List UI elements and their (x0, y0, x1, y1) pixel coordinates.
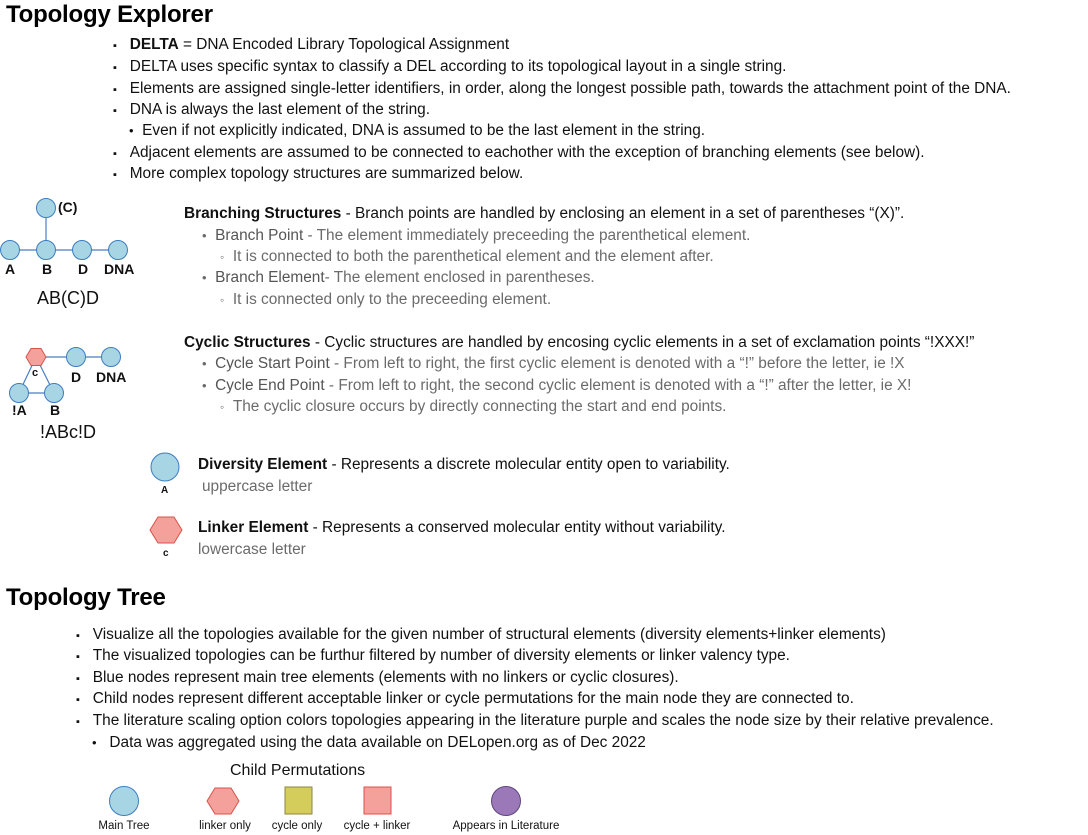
diversity-line: Diversity Element - Represents a discrete molecular entity open to variability. (198, 456, 730, 473)
tree-bullet-2: ▪ The visualized topologies can be furthur filtered by number of diversity elements or linker valency type. (76, 647, 790, 664)
linker-line: Linker Element - Represents a conserved molecular entity without variability. (198, 519, 726, 536)
cyclic-label-dna: DNA (96, 369, 127, 385)
cycle-end-sub: ◦ The cyclic closure occurs by directly connecting the start and end points. (220, 398, 727, 415)
branch-point-line: • Branch Point - The element immediately preceeding the parenthetical element. (202, 227, 751, 244)
cycle-start-line: • Cycle Start Point - From left to right, the first cyclic element is denoted with a “!” before the letter, ie !X (202, 355, 905, 372)
cycle-only-label: cycle only (271, 820, 323, 832)
linker-element-icon (149, 515, 183, 547)
branch-element-line: • Branch Element- The element enclosed in parentheses. (202, 269, 595, 286)
branch-label-c: (C) (58, 199, 78, 215)
branch-label-d: D (78, 261, 89, 277)
explorer-bullet-5: ▪ Adjacent elements are assumed to be connected to eachother with the exception of branching elements (see below). (113, 144, 925, 161)
diversity-sub: uppercase letter (202, 478, 313, 495)
cyclic-label-d: D (71, 369, 82, 385)
explorer-title: Topology Explorer (6, 1, 213, 28)
tree-title: Topology Tree (6, 584, 166, 611)
branch-label-a: A (5, 261, 16, 277)
linker-only-label: linker only (199, 820, 251, 832)
branch-caption: AB(C)D (37, 288, 99, 308)
branch-node-b (37, 241, 56, 260)
cyclic-node-c (26, 349, 46, 366)
explorer-subbullet-1: • Even if not explicitly indicated, DNA is assumed to be the last element in the string. (129, 122, 706, 139)
cyclic-caption: !ABc!D (40, 422, 97, 442)
cycle-end-line: • Cycle End Point - From left to right, the second cyclic element is denoted with a “!” after the letter, ie X! (202, 377, 912, 394)
main-tree-label: Main Tree (98, 820, 150, 832)
explorer-bullet-6: ▪ More complex topology structures are summarized below. (113, 165, 524, 182)
main-tree-icon (108, 785, 140, 817)
cyclic-node-d (67, 348, 86, 367)
tree-bullet-1: ▪ Visualize all the topologies available for the given number of structural elements (diversity elements+linker elements) (76, 626, 886, 643)
tree-bullet-3: ▪ Blue nodes represent main tree elements (elements with no linkers or cyclic closures). (76, 669, 679, 686)
explorer-bullet-4: ▪ DNA is always the last element of the string. (113, 101, 430, 118)
cyclic-label-b: B (50, 402, 61, 418)
cycle-linker-label: cycle + linker (343, 820, 411, 832)
cyclic-heading-line: Cyclic Structures - Cyclic structures are handled by encosing cyclic elements in a set of exclamation points “!XXX!” (184, 334, 975, 351)
diversity-letter: A (161, 485, 169, 496)
linker-letter: c (163, 548, 169, 559)
cycle-linker-icon (363, 786, 393, 816)
tree-bullet-4: ▪ Child nodes represent different acceptable linker or cycle permutations for the main node they are connected to. (76, 690, 854, 707)
branch-label-dna: DNA (104, 261, 135, 277)
branch-node-d (73, 241, 92, 260)
cyclic-node-dna (102, 348, 121, 367)
branching-heading-line: Branching Structures - Branch points are handled by enclosing an element in a set of parentheses “(X)”. (184, 205, 905, 222)
explorer-bullet-1: ▪ DELTA = DNA Encoded Library Topological Assignment (113, 36, 510, 53)
explorer-bullet-2: ▪ DELTA uses specific syntax to classify a DEL according to its topological layout in a single string. (113, 58, 787, 75)
linker-sub: lowercase letter (198, 541, 306, 558)
diversity-element-icon (150, 452, 180, 482)
tree-bullet-5: ▪ The literature scaling option colors topologies appearing in the literature purple and scales the node size by their relative prevalence. (76, 712, 994, 729)
explorer-bullet-3: ▪ Elements are assigned single-letter identifiers, in order, along the longest possible path, towards the attachment point of the DNA. (113, 80, 1011, 97)
branch-node-dna (109, 241, 128, 260)
child-permutations-title: Child Permutations (230, 762, 366, 779)
cyclic-node-b (45, 384, 64, 403)
literature-icon (490, 785, 522, 817)
literature-label: Appears in Literature (452, 820, 560, 832)
tree-subbullet-1: • Data was aggregated using the data available on DELopen.org as of Dec 2022 (92, 734, 646, 751)
cycle-only-icon (284, 786, 314, 816)
cyclic-node-a (10, 384, 29, 403)
cyclic-label-a: !A (12, 402, 27, 418)
branch-element-sub: ◦ It is connected only to the preceeding element. (220, 291, 552, 308)
branch-point-sub: ◦ It is connected to both the parenthetical element and the element after. (220, 248, 714, 265)
branch-node-c (37, 199, 56, 218)
branch-label-b: B (42, 261, 53, 277)
branch-node-a (1, 241, 20, 260)
cyclic-label-c: c (32, 367, 39, 379)
linker-only-icon (206, 786, 240, 818)
